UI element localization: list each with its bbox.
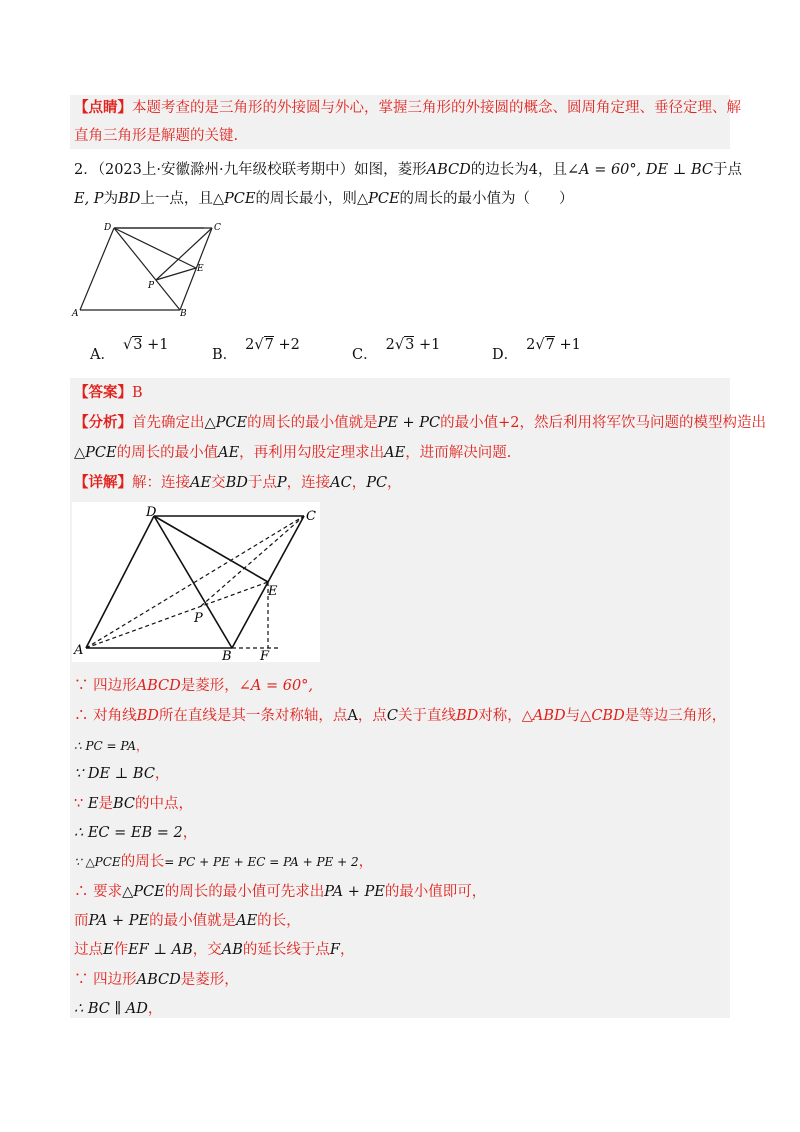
step-10: [74, 940, 354, 960]
choice-expr: 2√3 +1: [385, 337, 441, 353]
math-p: P: [276, 475, 287, 491]
step-text: ，点: [357, 708, 387, 724]
note-line-1: [74, 98, 741, 118]
step-text: ∴ 对角线: [74, 708, 137, 724]
label-e: E: [197, 264, 204, 274]
detail-text: 解：连接: [132, 475, 190, 491]
seg-de: [114, 228, 196, 268]
step-7: [74, 852, 373, 872]
math-e: E: [103, 942, 114, 958]
figure-rhombus-question: [70, 218, 230, 320]
analysis-text: ，再利用勾股定理求出: [239, 445, 385, 461]
math-ae: AE: [236, 913, 258, 929]
seg-ac-dashed: [86, 516, 304, 648]
step-12: [74, 999, 162, 1019]
math-bd: BD: [118, 191, 141, 207]
math-pa-pe: PA + PE: [88, 913, 150, 929]
step-11: [74, 970, 239, 990]
radicand: 7: [264, 337, 274, 353]
detail-text: ，: [387, 475, 402, 491]
radicand: 3: [405, 337, 415, 353]
math-pc-pa: ∴ PC = PA: [74, 739, 137, 753]
step-text: ∵: [74, 796, 88, 812]
math-pe-pc: PE + PC: [377, 415, 441, 431]
step-text: 作: [113, 942, 129, 958]
label-b: B: [180, 309, 187, 319]
analysis-line-1: [74, 413, 766, 433]
step-text: 是: [98, 796, 113, 812]
math-ep: E, P: [74, 191, 104, 207]
step-1: [74, 676, 313, 696]
step-text: 的最小值即可，: [384, 884, 487, 900]
answer-line: [74, 383, 143, 403]
step-text: 是菱形，: [180, 972, 239, 988]
math-bc-parallel-ad: ∴ BC ∥ AD: [74, 1001, 148, 1017]
question-text: 的边长为4，且: [470, 162, 567, 178]
step-text: 是等边三角形，: [624, 708, 727, 724]
label-a: A: [72, 309, 79, 319]
question-line-2: [74, 189, 574, 209]
step-text: ，: [358, 854, 374, 870]
rest: +1: [147, 337, 169, 353]
step-text: ，交: [192, 942, 222, 958]
math-bc: BC: [112, 796, 135, 812]
detail-text: 于点: [247, 475, 277, 491]
choice-b[interactable]: [212, 333, 300, 363]
answer-value: B: [132, 385, 143, 401]
detail-text: ，连接: [286, 475, 331, 491]
math-bd: BD: [455, 708, 479, 724]
math-e: E: [87, 796, 99, 812]
analysis-text: 的最小值+2，然后利用将军饮马问题的模型构造出: [440, 415, 767, 431]
analysis-line-2: [74, 443, 511, 463]
edge-cb: [180, 228, 212, 310]
analysis-text: ，进而解决问题.: [405, 445, 512, 461]
choice-expr: 2√7 +2: [245, 337, 300, 353]
detail-text: ，: [351, 475, 367, 491]
math-ae: AE: [384, 445, 406, 461]
math-c: C: [386, 708, 398, 724]
choice-expr: 2√7 +1: [526, 337, 581, 353]
math-cbd: △CBD: [580, 708, 625, 724]
question-line-1: [74, 160, 742, 180]
math-ef-perp-ab: EF ⊥ AB: [128, 942, 193, 958]
detail-line: [74, 473, 402, 493]
step-6: [74, 823, 197, 843]
edge-ad: [80, 228, 114, 310]
radicand: 3: [133, 337, 143, 353]
label-b: B: [222, 649, 232, 662]
math-pce: △PCE: [356, 191, 400, 207]
rest: +1: [418, 337, 441, 353]
choice-expr: √3 +1: [122, 337, 169, 353]
step-text: 是菱形，: [180, 678, 239, 694]
step-text: 的长，: [257, 913, 301, 929]
step-8: [74, 882, 486, 902]
math-de-perp-bc: ∵ DE ⊥ BC: [74, 766, 155, 782]
diag-db: [154, 516, 232, 648]
choice-letter: C．: [352, 347, 378, 363]
math-abcd: ABCD: [136, 972, 181, 988]
question-text: 的周长的最小值为（ ）: [399, 191, 574, 207]
label-p: P: [148, 281, 155, 291]
note-text-1: 本题考查的是三角形的外接圆与外心，掌握三角形的外接圆的概念、圆周角定理、垂径定理、解: [132, 100, 741, 116]
math-bd: BD: [136, 708, 159, 724]
edge-ad: [86, 516, 154, 648]
detail-tag: 【详解】: [74, 474, 132, 491]
math-pce: △PCE: [212, 191, 256, 207]
label-a: A: [74, 643, 84, 658]
label-d: D: [104, 223, 112, 233]
coef: 2: [385, 337, 395, 353]
analysis-text: 的周长的最小值就是: [247, 415, 378, 431]
math-a: A: [347, 708, 358, 724]
math-ae: AE: [190, 475, 212, 491]
math-abd: △ABD: [521, 708, 566, 724]
step-text: 关于直线: [397, 708, 456, 724]
math-ac: AC: [330, 475, 352, 491]
label-c: C: [306, 509, 316, 524]
step-text: 所在直线是其一条对称轴，点: [158, 708, 348, 724]
note-tag: 【点睛】: [74, 99, 132, 116]
step-text: ∴ 要求: [74, 884, 123, 900]
step-text: 的周长的最小值可先求出: [164, 884, 325, 900]
label-d: D: [146, 505, 157, 520]
choice-a[interactable]: [90, 333, 169, 363]
step-4: [74, 764, 169, 784]
diag-db: [114, 228, 180, 310]
math-condition: ∠A = 60°, DE ⊥ BC: [566, 162, 713, 178]
choice-letter: A．: [90, 347, 115, 363]
choice-letter: D．: [492, 347, 519, 363]
math-pce: △PCE: [204, 415, 248, 431]
math-pce: △PCE: [122, 884, 165, 900]
math-ec-eb: ∴ EC = EB = 2: [74, 825, 183, 841]
step-text: ∵ 四边形: [74, 972, 137, 988]
step-text: ，: [182, 825, 198, 841]
radicand: 7: [545, 337, 555, 353]
math-bd: BD: [225, 475, 248, 491]
step-9: [74, 911, 301, 931]
math-abcd: ABCD: [136, 678, 181, 694]
question-text: 的周长最小，则: [255, 191, 357, 207]
rest: +1: [559, 337, 581, 353]
step-text: 的延长线于点: [242, 942, 330, 958]
step-text: ，: [147, 1001, 163, 1017]
step-text: ，: [339, 942, 355, 958]
math-ab: AB: [221, 942, 243, 958]
math-pce: ∵ △PCE: [74, 855, 121, 869]
label-e: E: [268, 584, 278, 599]
step-3: [74, 736, 148, 756]
step-text: 对称，: [478, 708, 522, 724]
coef: 2: [245, 337, 255, 353]
math-f: F: [329, 942, 340, 958]
detail-text: 交: [211, 475, 226, 491]
step-text: 的中点，: [134, 796, 193, 812]
step-text: ∵ 四边形: [74, 678, 137, 694]
math-angle-a: ∠A = 60°,: [238, 678, 314, 694]
analysis-tag: 【分析】: [74, 414, 132, 431]
answer-tag: 【答案】: [74, 384, 132, 401]
step-text: 而: [74, 913, 89, 929]
question-text: 于点: [712, 162, 742, 178]
rest: +2: [278, 337, 300, 353]
step-text: 与: [565, 708, 581, 724]
math-perimeter: = PC + PE + EC = PA + PE + 2: [164, 855, 359, 869]
coef: 2: [526, 337, 536, 353]
figure-rhombus-solution: [72, 502, 320, 662]
math-pa-pe: PA + PE: [324, 884, 385, 900]
question-text: 上一点，且: [140, 191, 213, 207]
math-pce: △PCE: [74, 445, 117, 461]
analysis-text: 的周长的最小值: [116, 445, 219, 461]
step-text: 过点: [74, 942, 103, 958]
label-p: P: [194, 611, 203, 626]
question-text: 为: [103, 191, 119, 207]
step-text: ，: [136, 739, 149, 753]
choice-d[interactable]: [492, 333, 581, 363]
math-pc: PC: [366, 475, 388, 491]
choice-c[interactable]: [352, 333, 441, 363]
note-line-2: [74, 126, 238, 146]
label-f: F: [260, 649, 270, 662]
math-ae: AE: [218, 445, 240, 461]
step-5: [74, 794, 193, 814]
step-2: [74, 706, 726, 726]
step-text: 的周长: [120, 854, 165, 870]
step-text: 的最小值就是: [149, 913, 237, 929]
note-text-2: 直角三角形是解题的关键.: [74, 128, 239, 144]
question-text: （2023上·安徽滁州·九年级校联考期中）如图，菱形: [97, 162, 427, 178]
analysis-text: 首先确定出: [132, 415, 205, 431]
choice-letter: B．: [212, 347, 238, 363]
label-c: C: [214, 223, 221, 233]
question-number: 2．: [74, 162, 98, 178]
seg-ae-dashed: [86, 582, 268, 648]
seg-pc-dashed: [201, 516, 304, 606]
math-abcd: ABCD: [426, 162, 471, 178]
step-text: ，: [154, 766, 170, 782]
seg-de: [154, 516, 268, 582]
